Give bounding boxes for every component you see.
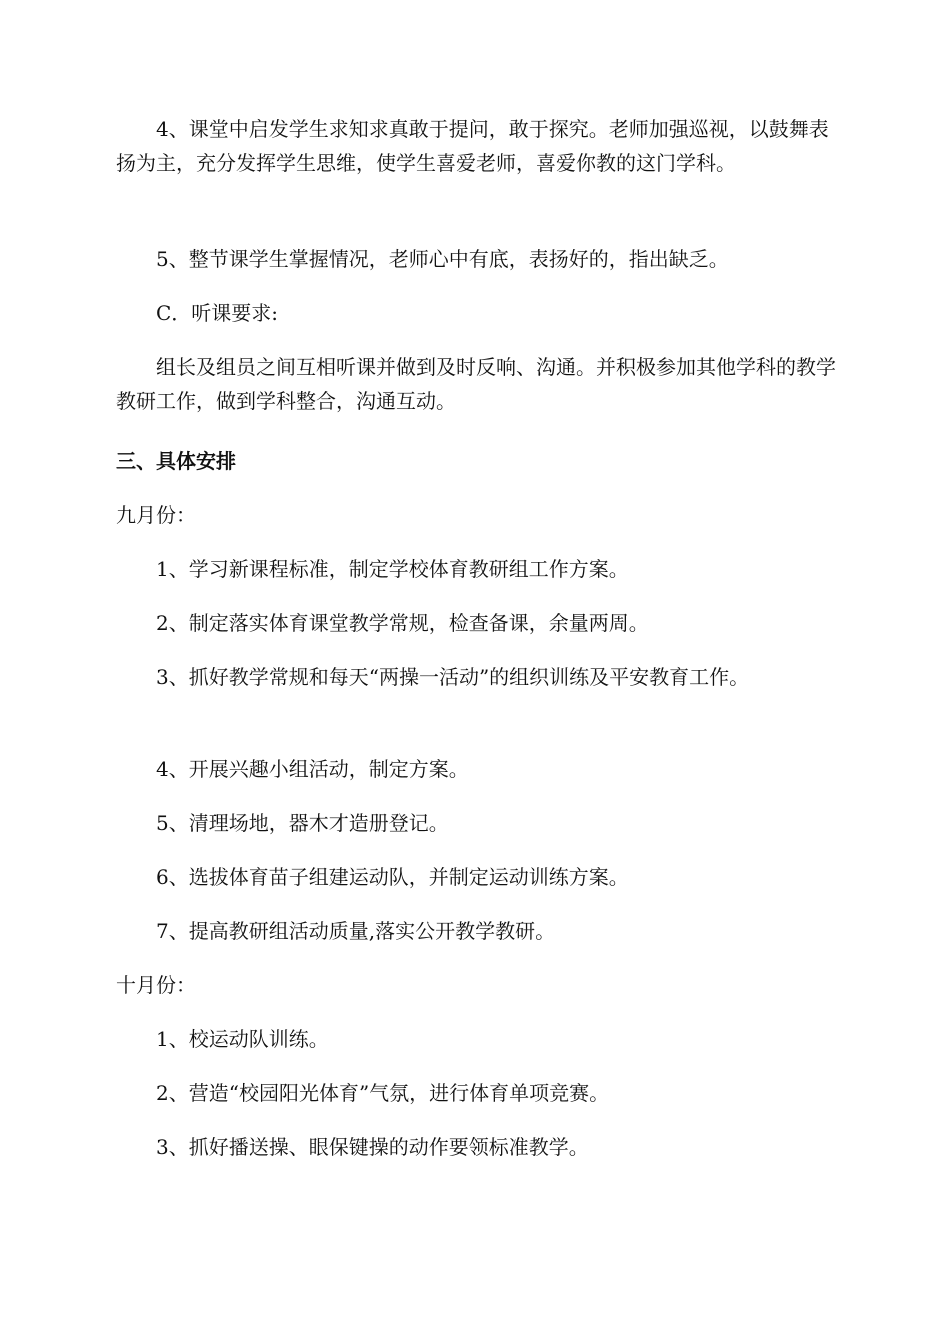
september-item-5: 5、清理场地，器木才造册登记。 bbox=[156, 811, 449, 835]
october-item-1: 1、校运动队训练。 bbox=[156, 1027, 329, 1051]
month-heading-september: 九月份： bbox=[116, 503, 196, 527]
paragraph-listening-requirements: C．听课要求: bbox=[156, 301, 279, 325]
october-item-2: 2、营造“校园阳光体育”气氛，进行体育单项竞赛。 bbox=[156, 1081, 610, 1105]
october-item-3: 3、抓好播送操、眼保键操的动作要领标准教学。 bbox=[156, 1135, 589, 1159]
september-item-4: 4、开展兴趣小组活动，制定方案。 bbox=[156, 757, 469, 781]
paragraph-classroom-inquiry: 4、课堂中启发学生求知求真敢于提问，敢于探究。老师加强巡视，以鼓舞表扬为主，充分发挥学生思维，使学生喜爱老师，喜爱你教的这门学科。 bbox=[116, 117, 829, 175]
month-heading-october: 十月份： bbox=[116, 973, 196, 997]
section-heading-arrangement: 三、具体安排 bbox=[116, 449, 236, 473]
september-item-3: 3、抓好教学常规和每天“两操一活动”的组织训练及平安教育工作。 bbox=[156, 665, 750, 689]
paragraph-mastery-check: 5、整节课学生掌握情况，老师心中有底，表扬好的，指出缺乏。 bbox=[156, 247, 729, 271]
september-item-7: 7、提高教研组活动质量,落实公开教学教研。 bbox=[156, 919, 556, 943]
september-item-2: 2、制定落实体育课堂教学常规，检查备课，余量两周。 bbox=[156, 611, 649, 635]
paragraph-peer-observation: 组长及组员之间互相听课并做到及时反响、沟通。并积极参加其他学科的教学教研工作，做到学科整合，沟通互动。 bbox=[116, 355, 836, 413]
september-item-1: 1、学习新课程标准，制定学校体育教研组工作方案。 bbox=[156, 557, 629, 581]
september-item-6: 6、选拔体育苗子组建运动队，并制定运动训练方案。 bbox=[156, 865, 629, 889]
